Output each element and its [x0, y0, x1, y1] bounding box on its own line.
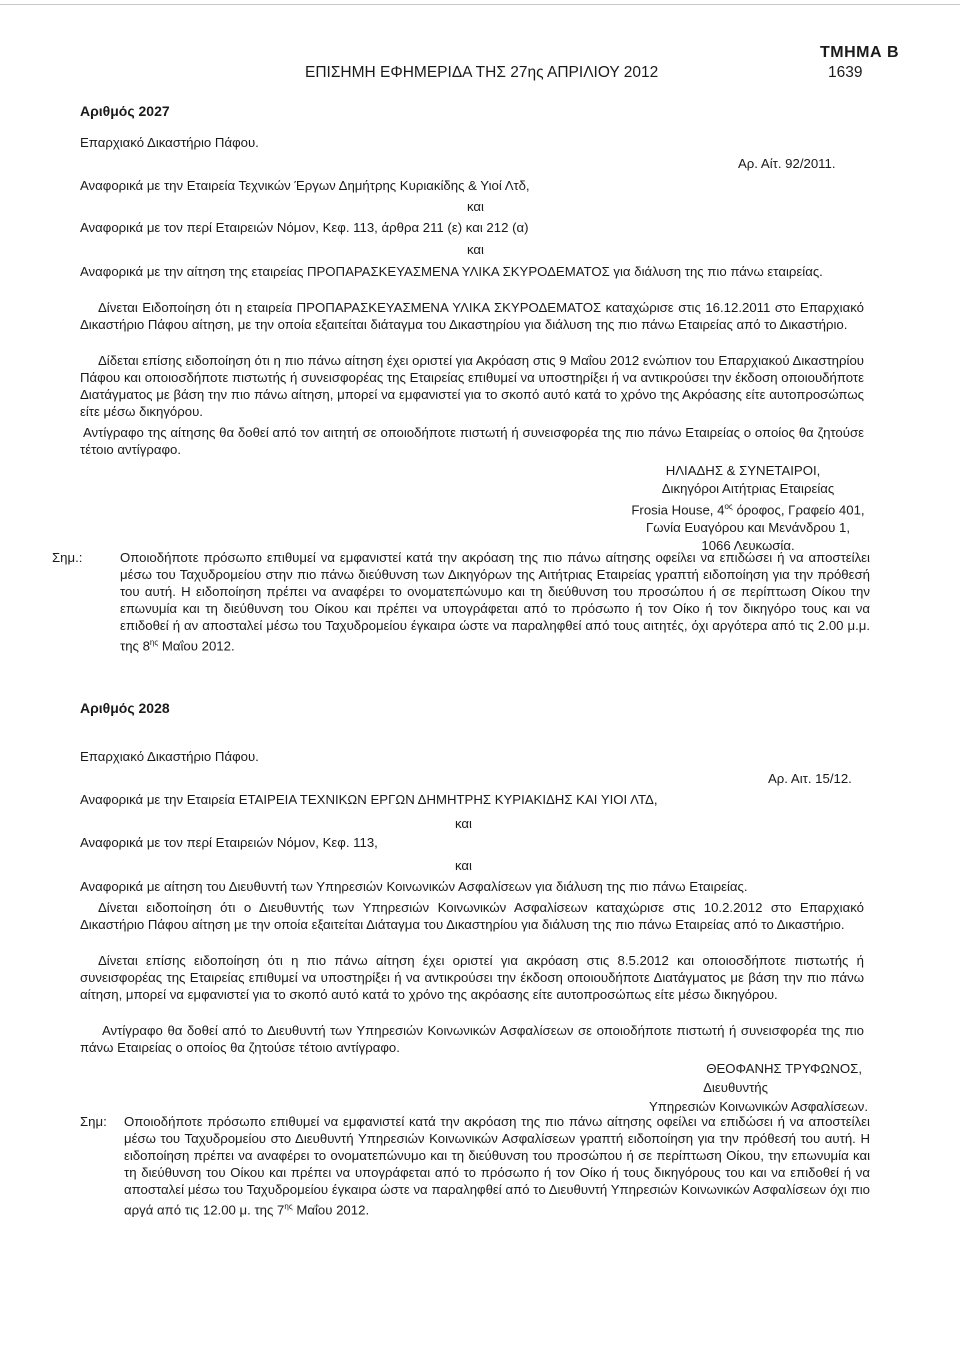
note-block — [80, 1113, 870, 1218]
notice-paragraph: Αντίγραφο της αίτησης θα δοθεί από τον αιτητή σε οποιοδήποτε πιστωτή ή συνεισφορέα της πιο πάνω Εταιρείας ο οποίος θα ζητούσε τέτοιο αντίγραφο. — [80, 425, 864, 457]
notice-number: Αριθμός 2027 — [80, 103, 170, 119]
note-block — [52, 549, 870, 654]
conjunction: και — [455, 858, 472, 873]
signatory-department: Υπηρεσιών Κοινωνικών Ασφαλίσεων. — [648, 1099, 868, 1114]
notice-paragraph: Δίδεται επίσης ειδοποίηση ότι η πιο πάνω αίτηση έχει οριστεί για Ακρόαση στις 9 Μαΐου 2012 ενώπιον του Επαρχιακού Δικαστηρίου Πάφου και οποιοσδήποτε πιστωτής ή συνεισφορέας της Εταιρείας επιθυμεί να υποστηρίξει ή να αντικρούσει την έκδοση οποιουδήποτε Διατάγματος με βάση την πιο πάνω αίτηση, μπορεί να εμφανιστεί για το σκοπό αυτό κατά το χρόνο της Ακρόασης είτε αυτοπροσώπως είτε μέσω δικηγόρου. — [80, 353, 864, 419]
notice-number: Αριθμός 2028 — [80, 700, 170, 716]
matter-line: Αναφορικά με τον περί Εταιρειών Νόμον, Κεφ. 113, — [80, 835, 378, 850]
notice-paragraph: Αντίγραφο θα δοθεί από το Διευθυντή των Υπηρεσιών Κοινωνικών Ασφαλίσεων σε οποιοδήποτε πιστωτή ή συνεισφορέα της πιο πάνω Εταιρείας ο οποίος θα ζητούσε τέτοιο αντίγραφο. — [80, 1023, 864, 1055]
signatory-role: Δικηγόροι Αιτήτριας Εταιρείας — [661, 481, 835, 496]
court-name: Επαρχιακό Δικαστήριο Πάφου. — [80, 749, 259, 764]
conjunction: και — [467, 242, 484, 257]
signatory-address: Frosia House, $4^{o\varsigma}$ όροφος, Γραφείο 401, — [631, 502, 865, 518]
matter-line: Αναφορικά με αίτηση του Διευθυντή των Υπηρεσιών Κοινωνικών Ασφαλίσεων για διάλυση της πιο πάνω Εταιρείας. — [80, 879, 748, 894]
signatory-address: 1066 Λευκωσία. — [701, 538, 795, 554]
case-reference: Αρ. Αίτ. 92/2011. — [738, 156, 836, 171]
signatory-address: Γωνία Ευαγόρου και Μενάνδρου 1, — [645, 520, 851, 536]
top-scan-edge — [0, 4, 960, 5]
page-number: 1639 — [828, 64, 863, 81]
case-reference: Αρ. Αιτ. 15/12. — [768, 771, 852, 786]
matter-line: Αναφορικά με την Εταιρεία Τεχνικών Έργων Δημήτρης Κυριακίδης & Υιοί Λτδ, — [80, 178, 530, 193]
conjunction: και — [455, 816, 472, 831]
signature-block — [598, 1060, 868, 1115]
signature-block — [598, 462, 898, 554]
matter-line: Αναφορικά με τον περί Εταιρειών Νόμον, Κεφ. 113, άρθρα 211 (ε) και 212 (α) — [80, 220, 529, 235]
conjunction: και — [467, 199, 484, 214]
notice-paragraph: Δίνεται ειδοποίηση ότι ο Διευθυντής των Υπηρεσιών Κοινωνικών Ασφαλίσεων καταχώρισε στις 10.2.2012 στο Επαρχιακό Δικαστήριο Πάφου αίτηση με την οποία εξαιτείται Διάταγμα του Δικαστηρίου για διάλυση της πιο πάνω Εταιρείας από το Δικαστήριο. — [80, 900, 864, 932]
gazette-title: ΕΠΙΣΗΜΗ ΕΦΗΜΕΡΙΔΑ ΤΗΣ 27ης ΑΠΡΙΛΙΟΥ 2012 — [305, 64, 659, 81]
matter-line: Αναφορικά με την αίτηση της εταιρείας ΠΡΟΠΑΡΑΣΚΕΥΑΣΜΕΝΑ ΥΛΙΚΑ ΣΚΥΡΟΔΕΜΑΤΟΣ για διάλυση της πιο πάνω εταιρείας. — [80, 264, 823, 279]
note-label: Σημ: — [80, 1114, 107, 1129]
notice-paragraph: Δίνεται επίσης ειδοποίηση ότι η πιο πάνω αίτηση έχει οριστεί για ακρόαση στις 8.5.2012 και οποιοσδήποτε πιστωτής ή συνεισφορέας της Εταιρείας επιθυμεί να υποστηρίξει ή να αντικρούσει την έκδοση οποιουδήποτε Διατάγματος με βάση την πιο πάνω αίτηση, μπορεί να εμφανιστεί για το σκοπό αυτό κατά το χρόνο της ακρόασης είτε αυτοπροσώπως είτε μέσω δικηγόρου. — [80, 953, 864, 1002]
section-label: ΤΜΗΜΑ Β — [820, 44, 900, 61]
signatory-role: Διευθυντής — [703, 1080, 768, 1095]
note-label: Σημ.: — [52, 550, 83, 565]
signatory-name: ΗΛΙΑΔΗΣ & ΣΥΝΕΤΑΙΡΟΙ, — [665, 463, 821, 478]
court-name: Επαρχιακό Δικαστήριο Πάφου. — [80, 135, 259, 150]
note-text: Οποιοδήποτε πρόσωπο επιθυμεί να εμφανιστεί κατά την ακρόαση της πιο πάνω αίτησης οφείλει να επιδώσει ή να αποστείλει μέσω του Ταχυδρομείου στο Διευθυντή Υπηρεσιών Κοινωνικών Ασφαλίσεων γραπτή ειδοποίηση για την πρόθεσή του αυτή. Η ειδοποίηση πρέπει να αναφέρει το ονοματεπώνυμο και τη διεύθυνση του προσώπου ή σε περίπτωση Οίκου, την επωνυμία και τη διεύθυνση του Οίκου και πρέπει να υπογράφεται από το πρόσωπο ή τον Οίκο ή τους δικηγόρους του και να επιδοθεί ή να αποσταλεί μέσω του Ταχυδρομείου έγκαιρα ώστε να παραληφθεί από το Διευθυντή Υπηρεσιών Κοινωνικών Ασφαλίσεων όχι πιο αργά από τις 12.00 μ. της $7^{\eta\varsigma}$ Μαΐου 2012. — [124, 1114, 870, 1218]
notice-paragraph: Δίνεται Ειδοποίηση ότι η εταιρεία ΠΡΟΠΑΡΑΣΚΕΥΑΣΜΕΝΑ ΥΛΙΚΑ ΣΚΥΡΟΔΕΜΑΤΟΣ καταχώρισε στις 16.12.2011 στο Επαρχιακό Δικαστήριο Πάφου αίτηση, με την οποία εξαιτείται διάταγμα του Δικαστηρίου για διάλυση της πιο πάνω Εταιρείας από το Δικαστήριο. — [80, 300, 864, 332]
signatory-name: ΘΕΟΦΑΝΗΣ ΤΡΥΦΩΝΟΣ, — [706, 1061, 862, 1076]
note-text: Οποιοδήποτε πρόσωπο επιθυμεί να εμφανιστεί κατά την ακρόαση της πιο πάνω αίτησης οφείλει να επιδώσει ή να αποστείλει μέσω του Ταχυδρομείου στην πιο πάνω διεύθυνση των Δικηγόρων της Αιτήτριας Εταιρείας γραπτή ειδοποίηση για την πρόθεσή του αυτή. Η ειδοποίηση πρέπει να αναφέρει το ονοματεπώνυμο και τη διεύθυνση του προσώπου ή σε περίπτωση Οίκου την επωνυμία και τη διεύθυνση του Οίκου και πρέπει να υπογράφεται από το πρόσωπο ή τον Οίκο ή τον δικηγόρο τους και να επιδοθεί ή αν αποσταλεί μέσω του Ταχυδρομείου έγκαιρα ώστε να παραληφθεί από τους αιτητές, όχι αργότερα από τις 2.00 μ.μ. της $8^{\eta\varsigma}$ Μαΐου 2012. — [120, 550, 870, 654]
matter-line: Αναφορικά με την Εταιρεία ΕΤΑΙΡΕΙΑ ΤΕΧΝΙΚΩΝ ΕΡΓΩΝ ΔΗΜΗΤΡΗΣ ΚΥΡΙΑΚΙΔΗΣ ΚΑΙ ΥΙΟΙ ΛΤΔ, — [80, 792, 658, 807]
